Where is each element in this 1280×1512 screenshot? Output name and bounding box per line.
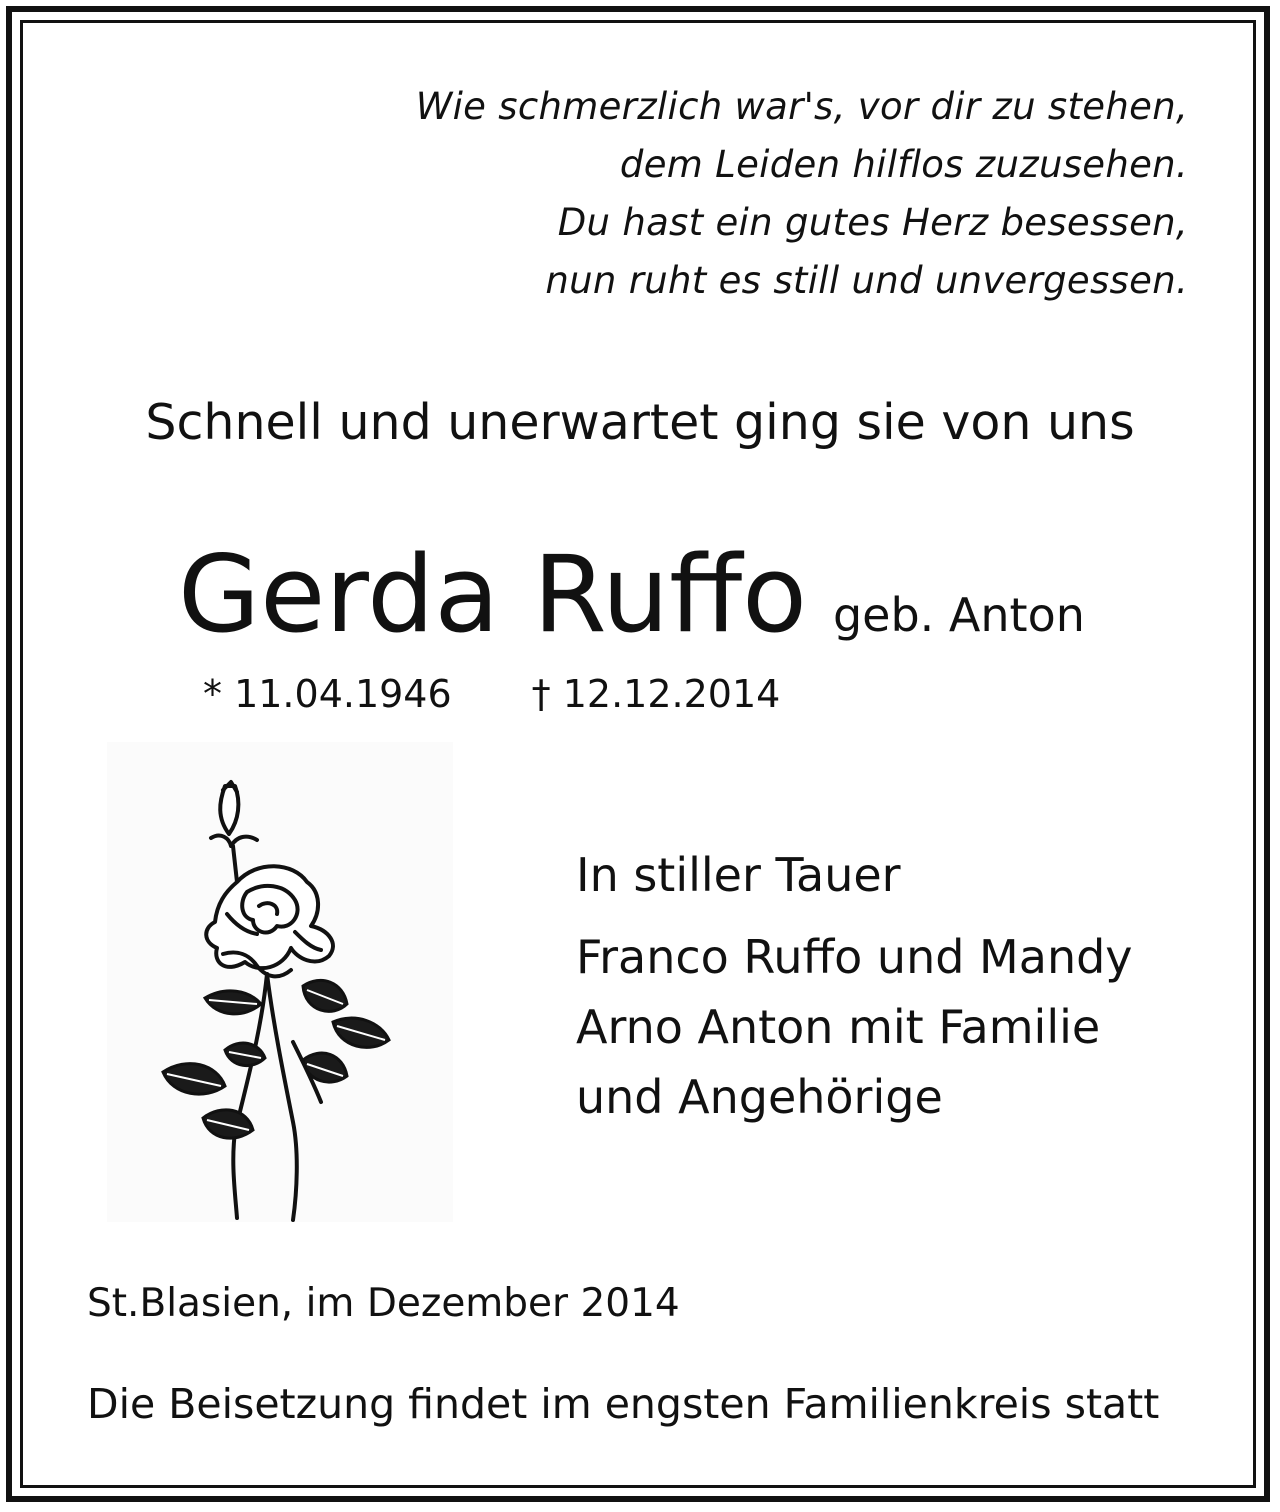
mourner-name: Franco Ruffo und Mandy xyxy=(576,930,1133,984)
poem-line: Wie schmerzlich war's, vor dir zu stehen, xyxy=(415,85,1188,128)
mourner-name: und Angehörige xyxy=(576,1070,943,1124)
mourner-name: Arno Anton mit Familie xyxy=(576,1000,1101,1054)
poem xyxy=(416,78,1188,310)
burial-note: Die Beisetzung findet im engsten Familienkreis statt xyxy=(87,1380,1160,1428)
intro-text: Schnell und unerwartet ging sie von uns xyxy=(145,394,1135,451)
birth-date: * 11.04.1946 xyxy=(203,672,452,716)
deceased-name-row xyxy=(178,530,1085,660)
maiden-name: geb. Anton xyxy=(832,588,1085,642)
rose-icon xyxy=(107,742,453,1222)
poem-line: dem Leiden hilflos zuzusehen. xyxy=(619,143,1188,186)
deceased-name: Gerda Ruffo xyxy=(178,533,807,656)
poem-line: nun ruht es still und unvergessen. xyxy=(545,259,1188,302)
mourners-block xyxy=(576,842,1133,1132)
rose-illustration xyxy=(107,742,453,1222)
place-date: St.Blasien, im Dezember 2014 xyxy=(87,1281,680,1326)
poem-line: Du hast ein gutes Herz besessen, xyxy=(557,201,1188,244)
death-date: † 12.12.2014 xyxy=(531,672,781,716)
life-dates xyxy=(203,668,780,720)
mourners-heading: In stiller Tauer xyxy=(576,848,901,902)
